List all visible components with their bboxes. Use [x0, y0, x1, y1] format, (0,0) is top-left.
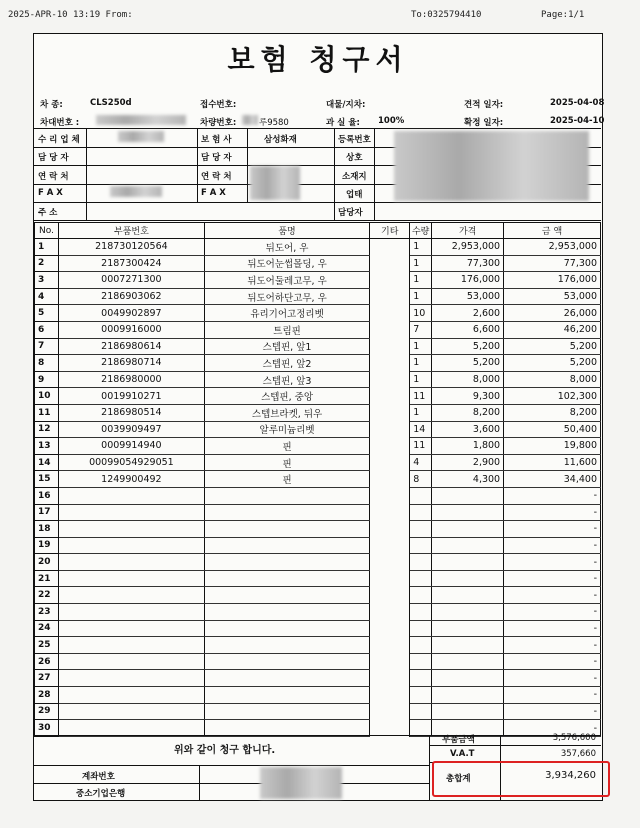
repair-shop-label: 수 리 업 체 [38, 135, 80, 145]
row-price [432, 570, 504, 587]
form-title: 보험 청구서 [227, 43, 409, 76]
grand-total-highlight [432, 761, 610, 797]
row-etc [370, 504, 410, 521]
row-part-number [58, 537, 204, 554]
row-part-number [58, 670, 204, 687]
row-item-name [204, 687, 370, 704]
table-row [35, 321, 601, 338]
row-amount: - [504, 637, 601, 654]
row-number: 25 [35, 637, 59, 654]
row-qty: 1 [410, 255, 432, 272]
row-amount: 8,200 [504, 404, 601, 421]
fax-recipient: To:0325794410 [411, 10, 482, 20]
row-amount: 34,400 [504, 471, 601, 488]
row-part-number [58, 687, 204, 704]
row-part-number [58, 720, 204, 737]
grand-total-value: 3,934,260 [545, 770, 596, 781]
row-amount: - [504, 521, 601, 538]
table-row [35, 288, 601, 305]
fault-ratio-label: 과 실 율: [326, 118, 360, 128]
row-amount: 102,300 [504, 388, 601, 405]
row-item-name [204, 570, 370, 587]
row-number: 23 [35, 604, 59, 621]
table-row [35, 670, 601, 687]
row-etc [370, 537, 410, 554]
row-part-number [58, 620, 204, 637]
table-row [35, 504, 601, 521]
row-price: 2,953,000 [432, 239, 504, 256]
row-part-number: 2186980000 [58, 371, 204, 388]
row-price: 3,600 [432, 421, 504, 438]
table-row [35, 454, 601, 471]
row-qty [410, 587, 432, 604]
row-qty: 1 [410, 288, 432, 305]
row-price [432, 554, 504, 571]
row-part-number: 0009914940 [58, 438, 204, 455]
table-row [35, 471, 601, 488]
row-number: 14 [35, 454, 59, 471]
table-row [35, 620, 601, 637]
redacted-plate [242, 115, 258, 125]
row-part-number [58, 703, 204, 720]
contact2-label: 연 락 처 [201, 172, 232, 182]
row-part-number [58, 521, 204, 538]
row-number: 15 [35, 471, 59, 488]
row-price: 2,600 [432, 305, 504, 322]
row-price: 9,300 [432, 388, 504, 405]
row-price: 6,600 [432, 321, 504, 338]
row-number: 28 [35, 687, 59, 704]
branch-label: 대물/지차: [326, 100, 366, 110]
table-row [35, 587, 601, 604]
table-row [35, 355, 601, 372]
row-qty: 11 [410, 438, 432, 455]
row-qty [410, 720, 432, 737]
row-number: 16 [35, 487, 59, 504]
row-part-number [58, 570, 204, 587]
row-price: 53,000 [432, 288, 504, 305]
parts-total-value: 3,576,600 [552, 733, 596, 743]
row-part-number: 2186980514 [58, 404, 204, 421]
row-item-name [204, 604, 370, 621]
row-number: 18 [35, 521, 59, 538]
row-qty: 1 [410, 404, 432, 421]
vat-label: V.A.T [450, 749, 475, 759]
row-part-number [58, 504, 204, 521]
row-price [432, 637, 504, 654]
row-part-number: 2187300424 [58, 255, 204, 272]
manager-label: 담 당 자 [38, 153, 69, 163]
row-item-name: 핀 [204, 454, 370, 471]
row-etc [370, 454, 410, 471]
row-item-name: 유리기어고정리벳 [204, 305, 370, 322]
row-part-number: 0007271300 [58, 272, 204, 289]
row-number: 26 [35, 653, 59, 670]
row-qty [410, 521, 432, 538]
row-number: 27 [35, 670, 59, 687]
row-number: 20 [35, 554, 59, 571]
redacted-company-info [394, 131, 589, 201]
row-price [432, 620, 504, 637]
row-part-number: 0009916000 [58, 321, 204, 338]
row-item-name [204, 653, 370, 670]
row-qty: 1 [410, 371, 432, 388]
row-item-name: 스텝핀, 앞2 [204, 355, 370, 372]
vin-label: 차대번호 : [40, 118, 80, 128]
row-price [432, 703, 504, 720]
row-number: 7 [35, 338, 59, 355]
row-etc [370, 239, 410, 256]
row-number: 30 [35, 720, 59, 737]
row-qty: 1 [410, 338, 432, 355]
row-qty: 7 [410, 321, 432, 338]
row-item-name [204, 554, 370, 571]
fax-timestamp: 2025-APR-10 13:19 From: [8, 10, 133, 20]
row-amount: 11,600 [504, 454, 601, 471]
row-price: 77,300 [432, 255, 504, 272]
row-etc [370, 521, 410, 538]
contact-label: 연 락 처 [38, 172, 69, 182]
row-item-name: 스텝핀, 앞3 [204, 371, 370, 388]
row-amount: 53,000 [504, 288, 601, 305]
row-etc [370, 604, 410, 621]
row-qty [410, 703, 432, 720]
col-part-no: 부품번호 [58, 223, 204, 239]
row-part-number: 00099054929051 [58, 454, 204, 471]
row-etc [370, 637, 410, 654]
row-qty: 1 [410, 355, 432, 372]
row-etc [370, 720, 410, 737]
address-label: 주 소 [38, 208, 58, 218]
redacted-account-number [260, 767, 342, 799]
row-qty: 1 [410, 239, 432, 256]
row-amount: - [504, 670, 601, 687]
confirm-date-label: 확정 일자: [464, 118, 504, 128]
row-number: 6 [35, 321, 59, 338]
row-part-number: 0039909497 [58, 421, 204, 438]
row-amount: 5,200 [504, 338, 601, 355]
row-price [432, 587, 504, 604]
row-qty [410, 653, 432, 670]
row-number: 1 [35, 239, 59, 256]
row-price: 2,900 [432, 454, 504, 471]
fax2-label: F A X [201, 188, 226, 198]
row-number: 11 [35, 404, 59, 421]
row-amount: - [504, 620, 601, 637]
row-part-number: 0019910271 [58, 388, 204, 405]
row-price [432, 537, 504, 554]
row-price: 8,000 [432, 371, 504, 388]
row-etc [370, 471, 410, 488]
table-row [35, 687, 601, 704]
row-etc [370, 703, 410, 720]
table-row [35, 487, 601, 504]
estimate-date-label: 견적 일자: [464, 100, 504, 110]
row-item-name: 핀 [204, 438, 370, 455]
row-amount: 26,000 [504, 305, 601, 322]
row-price [432, 487, 504, 504]
row-qty [410, 670, 432, 687]
row-etc [370, 255, 410, 272]
table-row [35, 371, 601, 388]
row-part-number [58, 487, 204, 504]
row-item-name: 핀 [204, 471, 370, 488]
row-number: 9 [35, 371, 59, 388]
row-amount: 46,200 [504, 321, 601, 338]
row-part-number: 2186980614 [58, 338, 204, 355]
table-row [35, 338, 601, 355]
row-qty [410, 687, 432, 704]
row-item-name: 알루미늄리벳 [204, 421, 370, 438]
row-amount: - [504, 554, 601, 571]
col-amount: 금 액 [504, 223, 601, 239]
row-item-name [204, 487, 370, 504]
row-etc [370, 404, 410, 421]
plate-value: 루9580 [259, 118, 289, 128]
col-etc: 기타 [370, 223, 410, 239]
row-part-number: 0049902897 [58, 305, 204, 322]
row-etc [370, 554, 410, 571]
row-etc [370, 487, 410, 504]
row-number: 12 [35, 421, 59, 438]
row-amount: - [504, 703, 601, 720]
row-etc [370, 338, 410, 355]
row-amount: 50,400 [504, 421, 601, 438]
row-amount: - [504, 587, 601, 604]
row-price [432, 653, 504, 670]
row-price [432, 670, 504, 687]
row-item-name: 뒤도어하단고무, 우 [204, 288, 370, 305]
claim-form [33, 33, 603, 801]
claim-statement: 위와 같이 청구 합니다. [174, 745, 276, 756]
car-type-label: 차 종: [40, 100, 63, 110]
redacted-vin [96, 115, 186, 125]
table-row [35, 438, 601, 455]
row-item-name [204, 720, 370, 737]
row-item-name [204, 521, 370, 538]
row-amount: 19,800 [504, 438, 601, 455]
row-price: 5,200 [432, 338, 504, 355]
parts-table-header [35, 223, 601, 239]
row-qty [410, 637, 432, 654]
row-qty [410, 504, 432, 521]
fax-page: Page:1/1 [541, 10, 585, 20]
row-amount: - [504, 504, 601, 521]
row-item-name: 스텝핀, 앞1 [204, 338, 370, 355]
bank-label: 중소기업은행 [76, 789, 126, 799]
redacted-fax [110, 186, 162, 197]
table-row [35, 604, 601, 621]
row-part-number [58, 587, 204, 604]
col-qty: 수량 [410, 223, 432, 239]
row-price: 5,200 [432, 355, 504, 372]
table-row [35, 521, 601, 538]
row-number: 24 [35, 620, 59, 637]
reg-no-label: 등록번호 [338, 135, 371, 145]
row-part-number [58, 653, 204, 670]
row-item-name: 뒤도어둘레고무, 우 [204, 272, 370, 289]
table-row [35, 421, 601, 438]
row-number: 4 [35, 288, 59, 305]
col-no: No. [35, 223, 59, 239]
row-item-name [204, 670, 370, 687]
row-amount: 2,953,000 [504, 239, 601, 256]
row-number: 19 [35, 537, 59, 554]
row-price [432, 504, 504, 521]
row-number: 3 [35, 272, 59, 289]
row-qty: 4 [410, 454, 432, 471]
row-item-name [204, 504, 370, 521]
row-part-number [58, 637, 204, 654]
row-amount: - [504, 653, 601, 670]
row-item-name [204, 587, 370, 604]
row-part-number: 218730120564 [58, 239, 204, 256]
col-item-name: 품명 [204, 223, 370, 239]
vat-value: 357,660 [560, 749, 596, 759]
table-row [35, 653, 601, 670]
parts-table [34, 222, 601, 737]
company-label: 상호 [346, 153, 363, 163]
row-price: 8,200 [432, 404, 504, 421]
row-part-number: 2186980714 [58, 355, 204, 372]
row-item-name: 트림핀 [204, 321, 370, 338]
redacted-shop [118, 131, 164, 142]
row-item-name: 뒤도어눈썹몰딩, 우 [204, 255, 370, 272]
row-etc [370, 620, 410, 637]
fault-ratio-value: 100% [378, 116, 405, 126]
row-amount: 176,000 [504, 272, 601, 289]
row-etc [370, 321, 410, 338]
row-part-number [58, 604, 204, 621]
table-row [35, 305, 601, 322]
row-amount: - [504, 720, 601, 737]
plate-label: 차량번호: [200, 118, 237, 128]
row-qty: 11 [410, 388, 432, 405]
row-qty: 1 [410, 272, 432, 289]
col-price: 가격 [432, 223, 504, 239]
table-row [35, 388, 601, 405]
row-qty [410, 604, 432, 621]
row-etc [370, 587, 410, 604]
row-qty [410, 554, 432, 571]
row-number: 5 [35, 305, 59, 322]
row-item-name: 스텝브라켓, 뒤우 [204, 404, 370, 421]
row-amount: - [504, 570, 601, 587]
row-qty [410, 537, 432, 554]
table-row [35, 537, 601, 554]
row-price [432, 521, 504, 538]
row-qty [410, 620, 432, 637]
parts-total-label: 부품금액 [442, 735, 475, 745]
table-row [35, 570, 601, 587]
row-qty [410, 487, 432, 504]
row-number: 2 [35, 255, 59, 272]
row-number: 22 [35, 587, 59, 604]
row-etc [370, 421, 410, 438]
row-etc [370, 653, 410, 670]
row-amount: - [504, 604, 601, 621]
fax-label: F A X [38, 188, 63, 198]
row-etc [370, 570, 410, 587]
row-etc [370, 272, 410, 289]
row-number: 29 [35, 703, 59, 720]
row-number: 21 [35, 570, 59, 587]
row-item-name: 뒤도어, 우 [204, 239, 370, 256]
row-etc [370, 305, 410, 322]
location-label: 소재지 [342, 172, 367, 182]
account-label: 계좌번호 [82, 772, 115, 782]
row-etc [370, 670, 410, 687]
row-number: 10 [35, 388, 59, 405]
row-item-name [204, 703, 370, 720]
estimate-date-value: 2025-04-08 [550, 98, 605, 108]
row-item-name: 스텝핀, 중앙 [204, 388, 370, 405]
row-number: 8 [35, 355, 59, 372]
row-amount: - [504, 537, 601, 554]
receipt-no-label: 접수번호: [200, 100, 237, 110]
row-number: 13 [35, 438, 59, 455]
confirm-date-value: 2025-04-10 [550, 116, 605, 126]
row-etc [370, 388, 410, 405]
row-qty: 14 [410, 421, 432, 438]
row-item-name [204, 620, 370, 637]
row-etc [370, 438, 410, 455]
row-etc [370, 288, 410, 305]
manager2-label: 담 당 자 [201, 153, 232, 163]
redacted-insurer-contact [250, 166, 300, 200]
table-row [35, 404, 601, 421]
row-item-name [204, 537, 370, 554]
row-part-number [58, 554, 204, 571]
row-part-number: 1249900492 [58, 471, 204, 488]
row-etc [370, 355, 410, 372]
row-price: 176,000 [432, 272, 504, 289]
insurer-value: 삼성화재 [264, 135, 297, 145]
row-etc [370, 687, 410, 704]
row-etc [370, 371, 410, 388]
business-label: 업태 [346, 190, 363, 200]
table-row [35, 239, 601, 256]
row-qty: 10 [410, 305, 432, 322]
row-amount: 77,300 [504, 255, 601, 272]
insurer-label: 보 험 사 [201, 135, 232, 145]
row-price: 1,800 [432, 438, 504, 455]
row-amount: 8,000 [504, 371, 601, 388]
row-qty [410, 570, 432, 587]
row-qty: 8 [410, 471, 432, 488]
row-amount: - [504, 687, 601, 704]
row-price [432, 687, 504, 704]
row-amount: - [504, 487, 601, 504]
row-amount: 5,200 [504, 355, 601, 372]
grand-total-label: 총합계 [446, 774, 471, 784]
person-in-charge-label: 담당자 [338, 208, 363, 218]
row-item-name [204, 637, 370, 654]
table-row [35, 703, 601, 720]
table-row [35, 637, 601, 654]
row-price: 4,300 [432, 471, 504, 488]
car-type-value: CLS250d [90, 98, 132, 108]
table-row [35, 554, 601, 571]
table-row [35, 720, 601, 737]
table-row [35, 272, 601, 289]
row-price [432, 604, 504, 621]
table-row [35, 255, 601, 272]
row-part-number: 2186903062 [58, 288, 204, 305]
row-number: 17 [35, 504, 59, 521]
